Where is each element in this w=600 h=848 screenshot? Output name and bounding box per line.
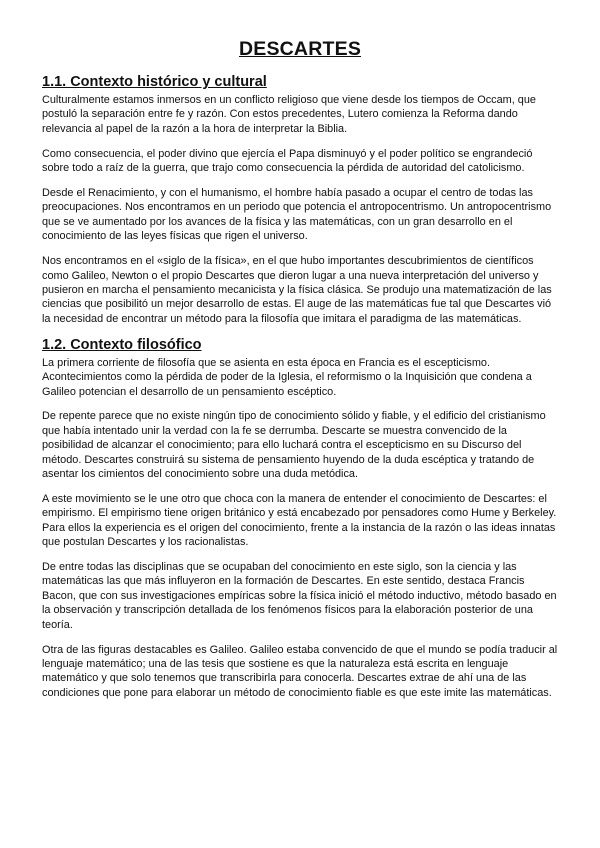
paragraph: De repente parece que no existe ningún tipo de conocimiento sólido y fiable, y el edificio del cristianismo que había intentado unir la verdad con la fe se derrumba. Descarte se muestra convencido de la posibilidad de alcanzar el conocimiento; para ello luchará contra el escepticismo en su Discurso del método. Descartes construirá su sistema de pensamiento huyendo de la duda escéptica y tratando de asentar los cimientos del conocimiento sobre una duda metódica. [42,410,546,481]
section-historical-context [42,74,558,326]
paragraph: Culturalmente estamos inmersos en un conflicto religioso que viene desde los tiempos de Occam, que postuló la separación entre fe y razón. Con estos precedentes, Lutero comienza la Reforma dando relevancia al papel de la razón a la hora de interpretar la Biblia. [42,94,536,135]
paragraph: Nos encontramos en el «siglo de la física», en el que hubo importantes descubrimientos de científicos como Galileo, Newton o el propio Descartes que dieron lugar a una nueva interpretación del universo y pusieron en marcha el pensamiento mecanicista y la física clásica. Se produjo una matematización de las ciencias que posibilitó un mejor desarrollo de estas. El auge de las matemáticas fue tal que Descartes vió la necesidad de encontrar un método para la filosofía que imitara el paradigma de las matemáticas. [42,255,552,325]
paragraph: Desde el Renacimiento, y con el humanismo, el hombre había pasado a ocupar el centro de todas las preocupaciones. Nos encontramos en un periodo que potencia el antropocentrismo. Un antropocentrismo que se ve aumentado por los avances de la física y las matemáticas, con un gran desarrollo en el conocimiento de las leyes físicas que rigen el universo. [42,187,552,243]
section-philosophical-context [42,337,558,701]
paragraph: Como consecuencia, el poder divino que ejercía el Papa disminuyó y el poder político se engrandeció sobre todo a raíz de la guerra, que trajo como consecuencia la pérdida de autoridad del catolicismo. [42,147,533,175]
section-heading: 1.2. Contexto filosófico [42,336,202,353]
document-title: DESCARTES [238,38,362,60]
paragraph: A este movimiento se le une otro que choca con la manera de entender el conocimiento de Descartes: el empirismo. El empirismo tiene origen británico y está encabezado por pensadores como Hume y Berkeley. Para ellos la experiencia es el origen del conocimiento, frente a la instancia de la razón o las ideas innatas que postulan Descartes y los racionalistas. [42,492,557,549]
paragraph: De entre todas las disciplinas que se ocupaban del conocimiento en este siglo, son la ciencia y las matemáticas las que más influyeron en la formación de Descartes. En este sentido, destaca Francis Bacon, que con sus investigaciones empíricas sobre la física inició el método inductivo, método basado en la observación y transcripción detallada de los fenómenos físicos para la elaboración posterior de una teoría. [42,561,557,631]
paragraph: La primera corriente de filosofía que se asienta en esta época en Francia es el escepticismo. Acontecimientos como la pérdida de poder de la Iglesia, el reformismo o la Inquisición que condena a Galileo potencian el desarrollo de un pensamiento escéptico. [42,356,532,398]
section-heading: 1.1. Contexto histórico y cultural [42,74,267,90]
paragraph: Otra de las figuras destacables es Galileo. Galileo estaba convencido de que el mundo se podía traducir al lenguaje matemático; una de las tesis que sostiene es que la naturaleza está escrita en lenguaje matemático y que solo tenemos que transcribirla para conocerla. Descartes extrae de ahí una de las condiciones que pone para elaborar un método de conocimiento fiable es que este imite las matemáticas. [42,643,558,699]
